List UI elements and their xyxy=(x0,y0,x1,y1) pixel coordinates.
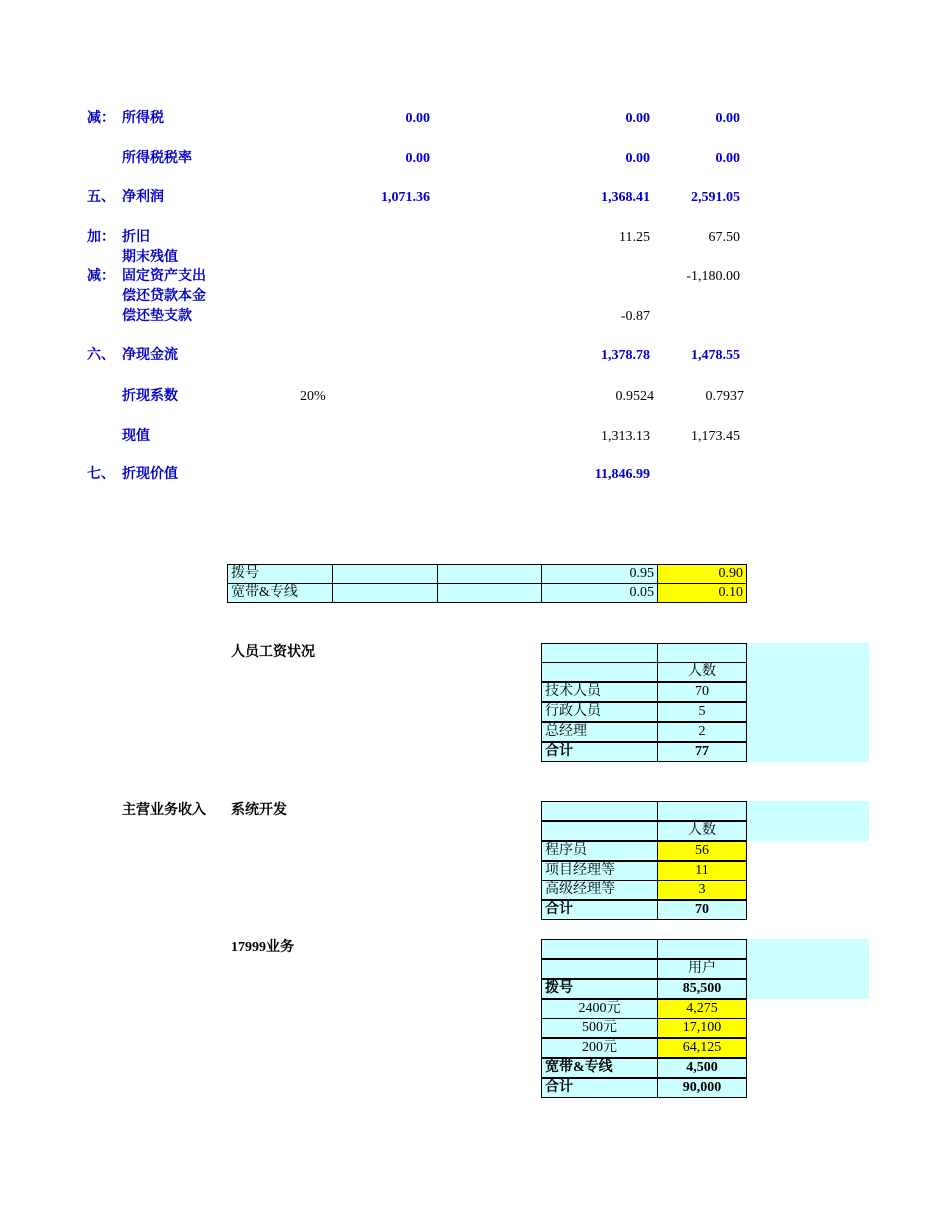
empty-cell xyxy=(437,583,542,603)
dev-total-label: 合计 xyxy=(541,900,658,920)
ratio-value-cell: 0.95 xyxy=(541,564,658,584)
row-label: 偿还贷款本金 xyxy=(122,289,206,304)
empty-cell xyxy=(541,821,658,841)
row-prefix: 七、 xyxy=(87,467,115,482)
value-cell: 1,173.45 xyxy=(691,429,740,444)
ratio-value-cell: 0.90 xyxy=(657,564,747,584)
biz-tier-value[interactable]: 17,100 xyxy=(657,1018,747,1038)
row-label: 偿还垫支款 xyxy=(122,309,192,324)
row-prefix: 减： xyxy=(87,111,115,126)
dev-input-cell[interactable]: 3 xyxy=(657,880,747,900)
biz-dial-value: 85,500 xyxy=(657,979,747,999)
value-cell: 1,313.13 xyxy=(601,429,650,444)
npv-value: 11,846.99 xyxy=(594,467,650,482)
value-cell: 0.00 xyxy=(715,111,740,126)
column-header: 人数 xyxy=(657,821,747,841)
ratio-value-cell: 0.05 xyxy=(541,583,658,603)
value-cell: 0.00 xyxy=(405,151,430,166)
row-label: 净现金流 xyxy=(122,348,178,363)
empty-cell xyxy=(657,643,747,663)
column-header: 人数 xyxy=(657,662,747,682)
staff-total-value: 77 xyxy=(657,742,747,762)
column-header: 用户 xyxy=(657,959,747,979)
value-cell: 11.25 xyxy=(619,230,650,245)
staff-label-cell: 总经理 xyxy=(541,722,658,742)
row-label: 期末残值 xyxy=(122,250,178,265)
row-label: 折旧 xyxy=(122,230,150,245)
staff-value-cell: 5 xyxy=(657,702,747,722)
biz-broadband-label: 宽带&专线 xyxy=(541,1058,658,1078)
biz-total-value: 90,000 xyxy=(657,1078,747,1098)
staff-title: 人员工资状况 xyxy=(231,645,315,660)
empty-cell xyxy=(541,959,658,979)
row-prefix: 加： xyxy=(87,230,115,245)
ratio-label-cell: 宽带&专线 xyxy=(227,583,333,603)
value-cell: 0.00 xyxy=(405,111,430,126)
staff-total-label: 合计 xyxy=(541,742,658,762)
row-label: 折现价值 xyxy=(122,467,178,482)
row-prefix: 六、 xyxy=(87,348,115,363)
value-cell: 0.7937 xyxy=(705,389,744,404)
empty-cell xyxy=(657,939,747,959)
empty-cell xyxy=(541,662,658,682)
row-label: 现值 xyxy=(122,429,150,444)
value-cell: 0.9524 xyxy=(615,389,654,404)
dev-title: 系统开发 xyxy=(231,803,287,818)
staff-label-cell: 行政人员 xyxy=(541,702,658,722)
value-cell: 0.00 xyxy=(625,151,650,166)
biz-tier-label: 2400元 xyxy=(541,999,658,1019)
value-cell: 1,368.41 xyxy=(601,190,650,205)
biz-tier-label: 500元 xyxy=(541,1018,658,1038)
ratio-value-cell: 0.10 xyxy=(657,583,747,603)
empty-cell xyxy=(541,801,658,821)
biz-tier-label: 200元 xyxy=(541,1038,658,1058)
value-cell: -0.87 xyxy=(620,309,650,324)
row-prefix: 五、 xyxy=(87,190,115,205)
value-cell: 67.50 xyxy=(708,230,740,245)
staff-value-cell: 2 xyxy=(657,722,747,742)
staff-value-cell: 70 xyxy=(657,682,747,702)
biz-broadband-value: 4,500 xyxy=(657,1058,747,1078)
empty-cell xyxy=(541,643,658,663)
dev-input-cell[interactable]: 56 xyxy=(657,841,747,861)
fill-area xyxy=(747,939,869,999)
biz-total-label: 合计 xyxy=(541,1078,658,1098)
row-label: 所得税 xyxy=(122,111,164,126)
empty-cell xyxy=(332,564,438,584)
empty-cell xyxy=(437,564,542,584)
empty-cell xyxy=(657,801,747,821)
discount-rate: 20% xyxy=(300,389,326,404)
biz-tier-value[interactable]: 64,125 xyxy=(657,1038,747,1058)
value-cell: 1,071.36 xyxy=(381,190,430,205)
dev-input-cell[interactable]: 11 xyxy=(657,861,747,881)
dev-total-value: 70 xyxy=(657,900,747,920)
empty-cell xyxy=(541,939,658,959)
fill-area xyxy=(747,643,869,762)
value-cell: 1,478.55 xyxy=(691,348,740,363)
row-label: 折现系数 xyxy=(122,389,178,404)
section-title: 主营业务收入 xyxy=(122,803,206,818)
row-label: 固定资产支出 xyxy=(122,269,206,284)
empty-cell xyxy=(332,583,438,603)
value-cell: 0.00 xyxy=(625,111,650,126)
row-label: 所得税税率 xyxy=(122,151,192,166)
value-cell: 0.00 xyxy=(715,151,740,166)
dev-label-cell: 高级经理等 xyxy=(541,880,658,900)
dev-label-cell: 项目经理等 xyxy=(541,861,658,881)
biz-tier-value[interactable]: 4,275 xyxy=(657,999,747,1019)
value-cell: -1,180.00 xyxy=(686,269,740,284)
fill-area xyxy=(747,801,869,841)
biz-title: 17999业务 xyxy=(231,940,294,955)
value-cell: 2,591.05 xyxy=(691,190,740,205)
row-label: 净利润 xyxy=(122,190,164,205)
biz-dial-label: 拨号 xyxy=(541,979,658,999)
dev-label-cell: 程序员 xyxy=(541,841,658,861)
value-cell: 1,378.78 xyxy=(601,348,650,363)
row-prefix: 减： xyxy=(87,269,115,284)
ratio-label-cell: 拨号 xyxy=(227,564,333,584)
staff-label-cell: 技术人员 xyxy=(541,682,658,702)
